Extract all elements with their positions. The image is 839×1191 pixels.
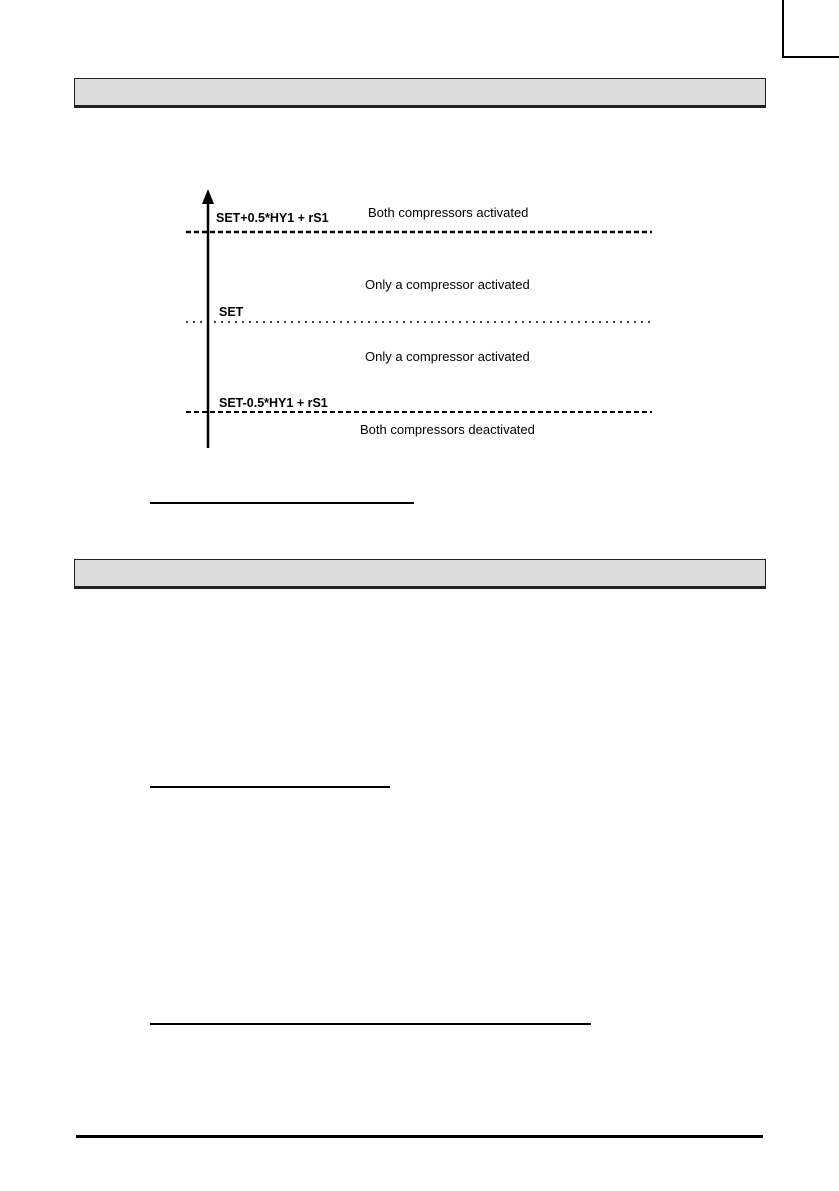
lower-threshold-label: SET-0.5*HY1 + rS1: [219, 396, 328, 410]
zone-upper-mid-label: Only a compressor activated: [365, 277, 530, 292]
heading-underline-2: [150, 786, 390, 788]
zone-bottom-label: Both compressors deactivated: [360, 422, 535, 437]
upper-threshold-label: SET+0.5*HY1 + rS1: [216, 211, 329, 225]
set-label: SET: [219, 305, 244, 319]
zone-top-label: Both compressors activated: [368, 205, 529, 220]
heading-underline-3: [150, 1023, 591, 1025]
section-header-2: [74, 559, 766, 587]
heading-underline-1: [150, 502, 414, 504]
axis-arrowhead: [202, 189, 214, 204]
compressor-activation-diagram: [0, 0, 839, 480]
zone-lower-mid-label: Only a compressor activated: [365, 349, 530, 364]
footer-rule: [76, 1135, 763, 1138]
